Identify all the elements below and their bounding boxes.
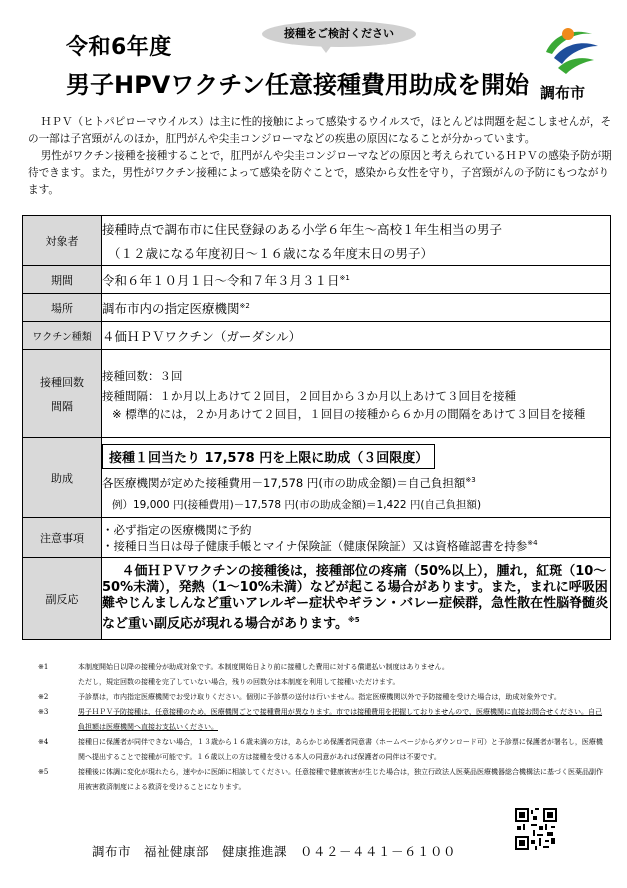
value-target [102,216,611,266]
value-subsidy [102,438,611,518]
value-place [102,294,611,322]
info-table [22,215,611,640]
interval-note-mark: ※ [112,406,122,421]
qr-code-icon[interactable] [515,808,557,850]
row-place [23,294,611,322]
interval-note-text: 標準的には，２か月あけて２回目，１回目の接種から６か月の間隔をあけて３回目を接種 [125,406,586,421]
notes-footnote-mark: ※4 [527,538,538,547]
label-interval [23,350,102,438]
subsidy-footnote-mark: ※3 [465,475,476,484]
label-interval-line-1: 接種回数 [40,375,84,389]
target-line-2: （１２歳になる年度初日～１６歳になる年度末日の男子） [108,245,434,261]
row-vaccine [23,322,611,350]
side-effects-text [102,564,610,632]
label-target: 対象者 [23,216,102,266]
period-footnote-mark: ※1 [339,273,350,282]
footnote-1-continued [38,675,608,690]
row-notes [23,518,611,558]
footnote-2 [38,690,608,705]
label-vaccine: ワクチン種類 [23,322,102,350]
value-notes [102,518,611,558]
subsidy-formula-text: 各医療機関が定めた接種費用－17,578 円(市の助成金額)＝自己負担額 [102,475,466,490]
title-year: 令和6年度 [66,35,172,60]
label-side-effects: 副反応 [23,558,102,640]
interval-spacing: 接種間隔：１か月以上あけて２回目，２回目から３か月以上あけて３回目を接種 [102,388,516,403]
footnote-text: 男子ＨＰＶ予防接種は，任意接種のため，医療機関ごとで接種費用が異なります。市では接種費用を把握しておりませんので，医療機関に直接お問合せください。自己負担額は医療機関へ直接お支払いください。 [78,708,603,731]
row-subsidy [23,438,611,518]
label-notes: 注意事項 [23,518,102,558]
footnote-3 [38,705,608,735]
interval-count: 接種回数：３回 [102,368,183,383]
subsidy-headline: 接種１回当たり 17,578 円を上限に助成（３回限度） [102,444,435,469]
place-text: 調布市内の指定医療機関 [102,300,240,316]
value-vaccine: ４価ＨＰＶワクチン（ガーダシル） [102,322,611,350]
period-text: 令和６年１０月１日～令和７年３月３１日 [102,272,340,288]
value-interval [102,350,611,438]
footnote-5 [38,765,608,795]
footnote-mark: ※4 [38,738,49,746]
subsidy-formula [102,475,610,491]
city-name: 調布市 [540,84,586,102]
page-title: 男子HPVワクチン任意接種費用助成を開始 [66,71,530,99]
side-effects-body: ４価ＨＰＶワクチンの接種後は，接種部位の疼痛（50%以上），腫れ，紅斑（10～50%未満），発熱（1～10%未満）などが起こる場合があります。また，まれに呼吸困難やじんましんなど重いアレルギー症状やギラン・バレー症候群，急性散在性脳脊髄炎など重い副反応が現れる場合があります。 [102,564,609,632]
footnote-mark: ※5 [38,768,49,776]
row-target [23,216,611,266]
label-place: 場所 [23,294,102,322]
label-period: 期間 [23,266,102,294]
row-interval [23,350,611,438]
footnote-text: 本制度開始日以降の接種分が助成対象です。本制度開始日より前に接種した費用に対する償還払い制度はありません。 [78,663,449,671]
intro-paragraph-1: ＨＰＶ（ヒトパピローマウイルス）は主に性的接触によって感染するウイルスで，ほとんどは問題を起こしませんが，その一部は子宮頸がんのほか，肛門がんや尖圭コンジローマなどの疾患の原因になることが分かっています。 [28,116,612,145]
footnote-text: 接種後に体調に変化が現れたら，速やかに医師に相談してください。任意接種で健康被害が生じた場合は，独立行政法人医薬品医療機器総合機構法に基づく医薬品副作用被害救済制度による救済を受けることになります。 [78,768,603,791]
interval-note [102,406,610,422]
subsidy-example: 例）19,000 円(接種費用)－17,578 円(市の助成金額)＝1,422 円(自己負担額) [112,498,482,511]
footnote-text: 予診票は，市内指定医療機関でお受け取りください。個別に予診票の送付は行いません。指定医療機関以外で予防接種を受けた場合は，助成対象外です。 [78,693,561,701]
value-side-effects [102,558,611,640]
label-subsidy: 助成 [23,438,102,518]
intro-text [28,114,613,199]
label-interval-line-2: 間隔 [51,399,73,413]
speech-bubble-tail [320,45,332,53]
footer-contact: 調布市 福祉健康部 健康推進課 ０４２－４４１－６１００ [92,844,457,859]
footnote-4 [38,735,608,765]
row-period [23,266,611,294]
target-line-1: 接種時点で調布市に住民登録のある小学６年生～高校１年生相当の男子 [102,221,503,237]
footnote-mark: ※3 [38,708,49,716]
intro-paragraph-2: 男性がワクチン接種を接種することで，肛門がんや尖圭コンジローマなどの原因と考えられているＨＰＶの感染予防が期待できます。また，男性がワクチン接種によって感染を防ぐことで，感染から女性を守り，子宮頸がんの予防にもつながります。 [28,150,612,196]
notes-line-2-text: ・接種日当日は母子健康手帳とマイナ保険証（健康保険証）又は資格確認書を持参 [102,538,528,553]
notes-line-2 [102,538,610,554]
chofu-city-logo-icon [540,22,602,80]
footnote-mark: ※2 [38,693,49,701]
side-effects-footnote-mark: ※5 [347,616,360,625]
value-period [102,266,611,294]
footnote-text: ただし，規定回数の接種を完了していない場合，残りの回数分は本制度を利用して接種いただけます。 [78,678,400,686]
footnote-mark: ※1 [38,663,49,671]
footnotes [38,660,608,795]
notes-line-1: ・必ず指定の医療機関に予約 [102,522,252,537]
place-footnote-mark: ※2 [239,301,250,310]
footnote-text: 接種日に保護者が同伴できない場合，１３歳から１６歳未満の方は，あらかじめ保護者同意書（ホームページからダウンロード可）と予診票に保護者が署名し，医療機関へ提出することで接種が可能です。１６歳以上の方は接種を受ける本人の同意があれば保護者の同伴は不要です。 [78,738,603,761]
row-side-effects [23,558,611,640]
speech-bubble: 接種をご検討ください [262,21,416,47]
footnote-1 [38,660,608,675]
